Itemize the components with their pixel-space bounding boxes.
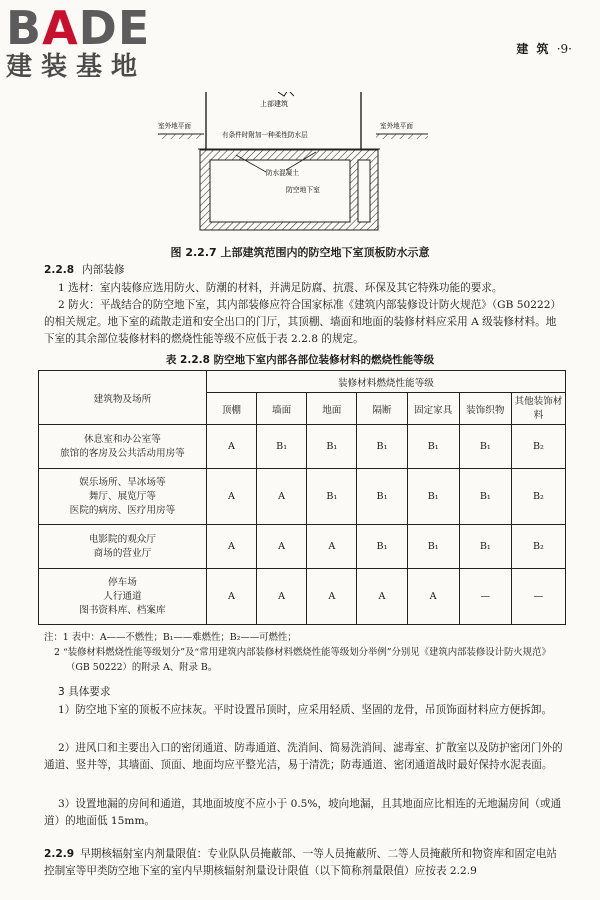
section-228-heading: 2.2.8 内部装修 — [44, 264, 125, 276]
grade-cell: A — [407, 569, 459, 625]
table-title: 表 2.2.8 防空地下室内部各部位装修材料的燃烧性能等级 — [165, 354, 435, 366]
place-cell: 停车场 人行通道 图书资料库、档案库 — [39, 569, 207, 625]
table-row — [39, 469, 566, 525]
grade-cell: A — [257, 525, 307, 569]
place-header: 建筑物及场所 — [39, 371, 207, 425]
label-outdoor-right: 室外地平面 — [380, 122, 413, 130]
grade-cell: A — [357, 569, 407, 625]
requirements-heading: 3 具体要求 — [58, 686, 111, 698]
note-1: 注：1 表中：A——不燃性；B₁——难燃性；B₂——可燃性； — [44, 632, 297, 643]
place-cell: 娱乐场所、旱冰场等 舞厅、展览厅等 医院的病房、医疗用房等 — [39, 469, 207, 525]
grade-cell: A — [206, 469, 256, 525]
grade-cell: B₁ — [459, 469, 511, 525]
label-flexible-layer: 有条件时附加一种柔性防水层 — [222, 131, 308, 139]
grade-cell: A — [307, 569, 357, 625]
requirement-3: 3）设置地漏的房间和通道，其地面坡度不应小于 0.5%，坡向地漏，且其地面应比相连的无地漏房间（或通道）的地面低 15mm。 — [44, 798, 562, 827]
break-line — [278, 92, 294, 96]
logo-wordmark: BADE — [6, 1, 151, 55]
col-header: 装饰织物 — [459, 393, 511, 425]
grade-cell: A — [206, 569, 256, 625]
grade-cell: B₁ — [257, 425, 307, 469]
grade-cell: B₁ — [357, 425, 407, 469]
grade-cell: A — [307, 525, 357, 569]
label-outdoor-left: 室外地平面 — [158, 122, 191, 130]
section-228-item2: 2 防火：平战结合的防空地下室，其内部装修应符合国家标准《建筑内部装修设计防火规范》（GB 50222）的相关规定。地下室的疏散走道和安全出口的门厅，其顶棚、墙面和地面的装修材料应采用 A 级装修材料。地下室的其余部位装修材料的燃烧性能等级不应低于表 2.2.8 的规定。 — [44, 299, 562, 345]
ground-hatch-left — [158, 134, 204, 139]
grade-cell: B₁ — [407, 525, 459, 569]
grade-cell: B₁ — [357, 469, 407, 525]
page-number: ·9· — [556, 42, 572, 56]
grade-cell: — — [459, 569, 511, 625]
basement-room-side — [358, 160, 370, 222]
grade-cell: A — [257, 569, 307, 625]
col-header: 其他装饰材料 — [511, 393, 565, 425]
section-229: 2.2.9 早期核辐射室内剂量限值：专业队队员掩蔽部、一等人员掩蔽所、二等人员掩蔽所和物资库和固定电站控制室等甲类防空地下室的室内早期核辐射剂量设计限值（以下简称剂量限值）应按表 2.2.9 — [44, 848, 557, 877]
col-header: 墙面 — [257, 393, 307, 425]
label-basement: 防空地下室 — [286, 186, 320, 194]
grade-cell: B₁ — [357, 525, 407, 569]
col-header: 固定家具 — [407, 393, 459, 425]
basement-roof-waterproofing-figure — [158, 92, 428, 232]
grade-cell: B₁ — [459, 525, 511, 569]
place-cell: 电影院的观众厅 商场的营业厅 — [39, 525, 207, 569]
grade-cell: B₁ — [307, 425, 357, 469]
grade-group-header: 装修材料燃烧性能等级 — [206, 371, 565, 393]
grade-cell: B₁ — [307, 469, 357, 525]
place-cell: 休息室和办公室等 旅馆的客房及公共活动用房等 — [39, 425, 207, 469]
table-notes — [44, 630, 566, 675]
flammability-table — [38, 370, 566, 625]
brand-logo — [6, 1, 181, 82]
grade-cell: B₁ — [407, 425, 459, 469]
grade-cell: A — [257, 469, 307, 525]
section-228-item1: 1 选材：室内装修应选用防火、防潮的材料，并满足防腐、抗震、环保及其它特殊功能的要求。 — [58, 282, 503, 294]
requirement-2: 2）进风口和主要出入口的密闭通道、防毒通道、洗消间、简易洗消间、滤毒室、扩散室以及防护密闭门外的通道、竖井等，其墙面、顶面、地面均应平整光洁，易于清洗；防毒通道、密闭通道战时最好保持水泥表面。 — [44, 742, 563, 771]
col-header: 隔断 — [357, 393, 407, 425]
grade-cell: — — [511, 569, 565, 625]
label-waterproof-concrete: 防水混凝土 — [266, 169, 299, 177]
table-row — [39, 569, 566, 625]
chapter-title: 建 筑 — [516, 42, 551, 56]
note-2: 2 “装修材料燃烧性能等级划分”及“常用建筑内部装修材料燃烧性能等级划分举例”分别见《建筑内部装修设计防火规范》（GB 50222）的附录 A、附录 B。 — [54, 647, 551, 673]
col-header: 地面 — [307, 393, 357, 425]
grade-cell: B₂ — [511, 425, 565, 469]
logo-chinese: 建装基地 — [6, 52, 147, 82]
running-head — [516, 40, 572, 57]
grade-cell: B₂ — [511, 469, 565, 525]
table-row — [39, 425, 566, 469]
grade-cell: B₁ — [459, 425, 511, 469]
label-upper-building: 上部建筑 — [260, 100, 288, 108]
table-row — [39, 525, 566, 569]
ground-hatch-right — [376, 134, 428, 139]
requirement-1: 1）防空地下室的顶板不应抹灰。平时设置吊顶时，应采用轻质、坚固的龙骨，吊顶饰面材料应方便拆卸。 — [58, 704, 553, 716]
grade-cell: B₁ — [407, 469, 459, 525]
col-header: 顶棚 — [206, 393, 256, 425]
grade-cell: A — [206, 425, 256, 469]
figure-caption: 图 2.2.7 上部建筑范围内的防空地下室顶板防水示意 — [170, 246, 430, 259]
grade-cell: B₂ — [511, 525, 565, 569]
grade-cell: A — [206, 525, 256, 569]
